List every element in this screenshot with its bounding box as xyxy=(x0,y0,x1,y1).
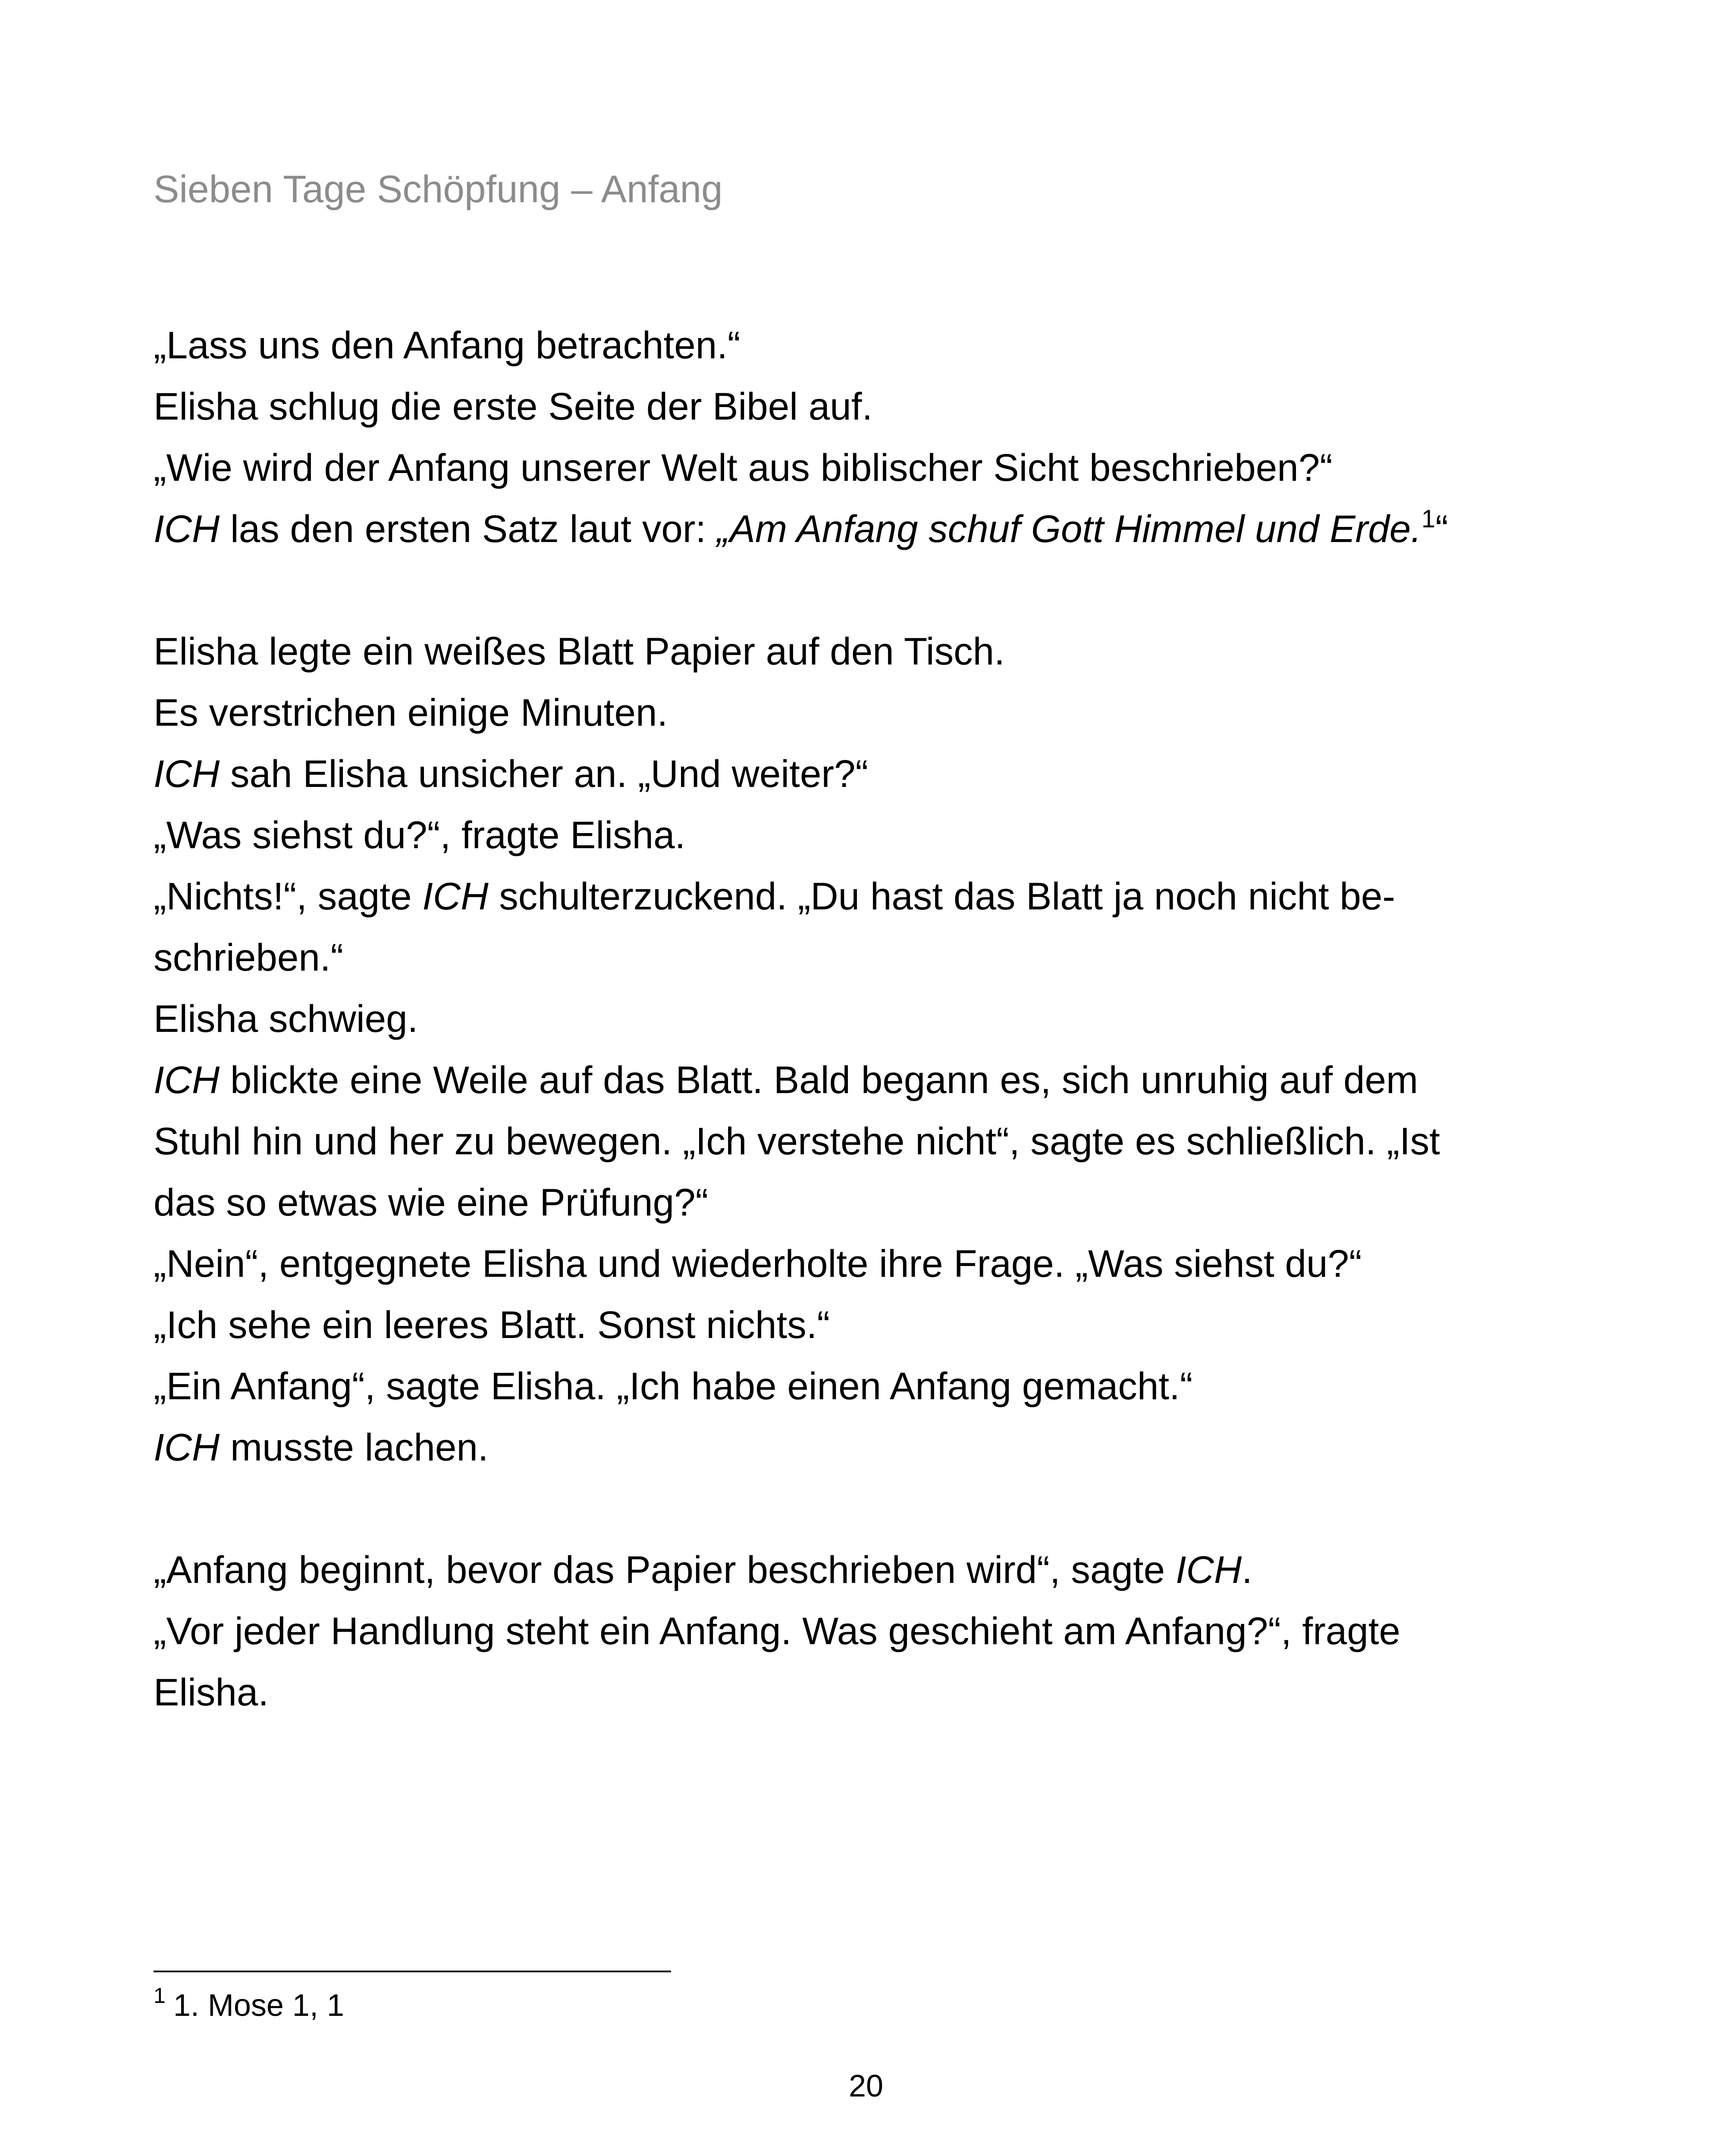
text-line xyxy=(154,865,1534,927)
text-line: „Nein“, entgegnete Elisha und wiederholte ihre Frage. „Was siehst du?“ xyxy=(154,1242,1362,1285)
text-line xyxy=(154,1416,1534,1478)
text-segment: “ xyxy=(1435,507,1448,550)
text-line xyxy=(154,1539,1534,1600)
text-line: „Was siehst du?“, fragte Elisha. xyxy=(154,813,686,856)
text-segment: „Anfang beginnt, bevor das Papier beschrieben wird“, sagte xyxy=(154,1548,1176,1591)
footnote-reference: 1 xyxy=(1421,505,1436,533)
footnote-separator xyxy=(154,1971,671,1972)
bible-quote-italic: „Am Anfang schuf Gott Himmel und Erde. xyxy=(716,507,1421,550)
ich-italic: ICH xyxy=(154,507,220,550)
ich-italic: ICH xyxy=(154,1426,220,1469)
text-segment: schulterzuckend. „Du hast das Blatt ja noch nicht be- xyxy=(488,874,1395,918)
footnote xyxy=(154,1984,345,2024)
ich-italic: ICH xyxy=(154,752,220,795)
ich-italic: ICH xyxy=(154,1058,220,1101)
text-line: Stuhl hin und her zu bewegen. „Ich verstehe nicht“, sagte es schließlich. „Ist xyxy=(154,1119,1440,1163)
text-line: Elisha. xyxy=(154,1670,269,1714)
body-text xyxy=(154,314,1534,1723)
text-line: „Vor jeder Handlung steht ein Anfang. Was geschieht am Anfang?“, fragte xyxy=(154,1609,1400,1652)
footnote-text: 1. Mose 1, 1 xyxy=(173,1988,345,2023)
text-line: Elisha legte ein weißes Blatt Papier auf den Tisch. xyxy=(154,630,1005,673)
text-line xyxy=(154,498,1534,559)
text-line: „Wie wird der Anfang unserer Welt aus biblischer Sicht beschrieben?“ xyxy=(154,446,1333,489)
ich-italic: ICH xyxy=(1175,1548,1242,1591)
text-line: „Ein Anfang“, sagte Elisha. „Ich habe einen Anfang gemacht.“ xyxy=(154,1364,1193,1407)
page-number: 20 xyxy=(848,2069,884,2103)
text-line: „Lass uns den Anfang betrachten.“ xyxy=(154,323,740,367)
running-header: Sieben Tage Schöpfung – Anfang xyxy=(154,167,723,210)
text-line: Es verstrichen einige Minuten. xyxy=(154,691,668,734)
text-segment: sah Elisha unsicher an. „Und weiter?“ xyxy=(220,752,869,795)
text-segment: „Nichts!“, sagte xyxy=(154,874,423,918)
text-segment: . xyxy=(1242,1548,1252,1591)
text-segment: musste lachen. xyxy=(220,1426,489,1469)
text-line: schrieben.“ xyxy=(154,936,344,979)
blank-line xyxy=(154,1478,1534,1539)
text-line: Elisha schlug die erste Seite der Bibel auf. xyxy=(154,385,873,428)
text-line xyxy=(154,743,1534,804)
footnote-marker: 1 xyxy=(154,1984,166,2008)
text-segment: blickte eine Weile auf das Blatt. Bald begann es, sich unruhig auf dem xyxy=(220,1058,1418,1101)
text-line: Elisha schwieg. xyxy=(154,997,418,1040)
text-line xyxy=(154,1049,1534,1110)
ich-italic: ICH xyxy=(422,874,489,918)
text-line: „Ich sehe ein leeres Blatt. Sonst nichts.“ xyxy=(154,1303,830,1346)
text-line: das so etwas wie eine Prüfung?“ xyxy=(154,1181,709,1224)
blank-line xyxy=(154,559,1534,620)
text-segment: las den ersten Satz laut vor: xyxy=(220,507,717,550)
